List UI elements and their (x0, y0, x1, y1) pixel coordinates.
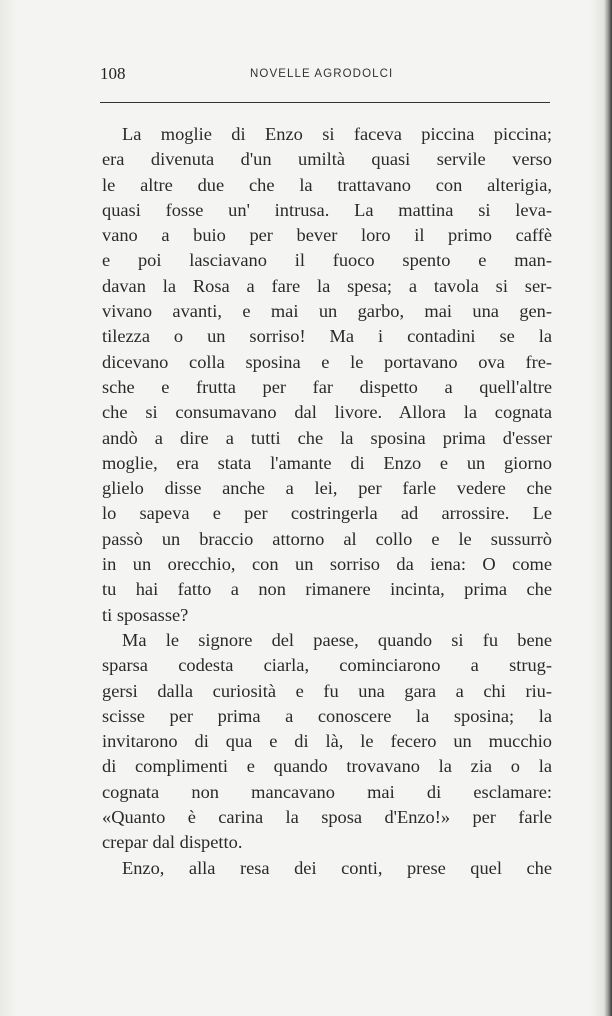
page-header (100, 64, 550, 86)
header-rule (100, 102, 550, 103)
text-line: gersi dalla curiosità e fu una gara a chi riu- (102, 680, 552, 701)
text-line: scisse per prima a conoscere la sposina; la (102, 705, 552, 726)
text-line: Enzo, alla resa dei conti, prese quel che (122, 857, 552, 878)
text-line: era divenuta d'un umiltà quasi servile verso (102, 149, 552, 170)
text-line: «Quanto è carina la sposa d'Enzo!» per farle (102, 807, 552, 828)
text-line: quasi fosse un' intrusa. La mattina si leva- (102, 199, 552, 220)
text-line: glielo disse anche a lei, per farle vedere che (102, 478, 552, 499)
text-line: moglie, era stata l'amante di Enzo e un giorno (102, 452, 552, 473)
text-line: vano a buio per bever loro il primo caffè (102, 225, 552, 246)
text-line: lo sapeva e per costringerla ad arrossire. Le (102, 503, 552, 524)
text-line: che si consumavano dal livore. Allora la cognata (102, 402, 552, 423)
text-line: invitarono di qua e di là, le fecero un mucchio (102, 731, 552, 752)
text-line: e poi lasciavano il fuoco spento e man- (102, 250, 552, 271)
text-line: in un orecchio, con un sorriso da iena: O come (102, 554, 552, 575)
text-line: vivano avanti, e mai un garbo, mai una gen- (102, 301, 552, 322)
text-line: Ma le signore del paese, quando si fu bene (122, 629, 552, 650)
text-line: ti sposasse? (102, 604, 189, 625)
text-line: passò un braccio attorno al collo e le sussurrò (102, 528, 552, 549)
text-line: andò a dire a tutti che la sposina prima d'esser (102, 427, 552, 448)
text-line: dicevano colla sposina e le portavano ova fre- (102, 351, 552, 372)
text-line: di complimenti e quando trovavano la zia o la (102, 756, 552, 777)
body-text (102, 122, 552, 881)
text-line: La moglie di Enzo si faceva piccina piccina; (122, 124, 552, 144)
text-line: sparsa codesta ciarla, cominciarono a strug- (102, 655, 552, 676)
text-line: le altre due che la trattavano con alterigia, (102, 174, 552, 195)
text-line: davan la Rosa a fare la spesa; a tavola si ser- (102, 275, 552, 296)
text-line: cognata non mancavano mai di esclamare: (102, 781, 552, 802)
text-line: tilezza o un sorriso! Ma i contadini se la (102, 326, 552, 347)
page-number: 108 (100, 64, 126, 83)
text-line: tu hai fatto a non rimanere incinta, prima che (102, 579, 552, 600)
text-line: sche e frutta per far dispetto a quell'altre (102, 376, 552, 397)
text-line: crepar dal dispetto. (102, 832, 243, 853)
running-title: NOVELLE AGRODOLCI (250, 68, 394, 80)
